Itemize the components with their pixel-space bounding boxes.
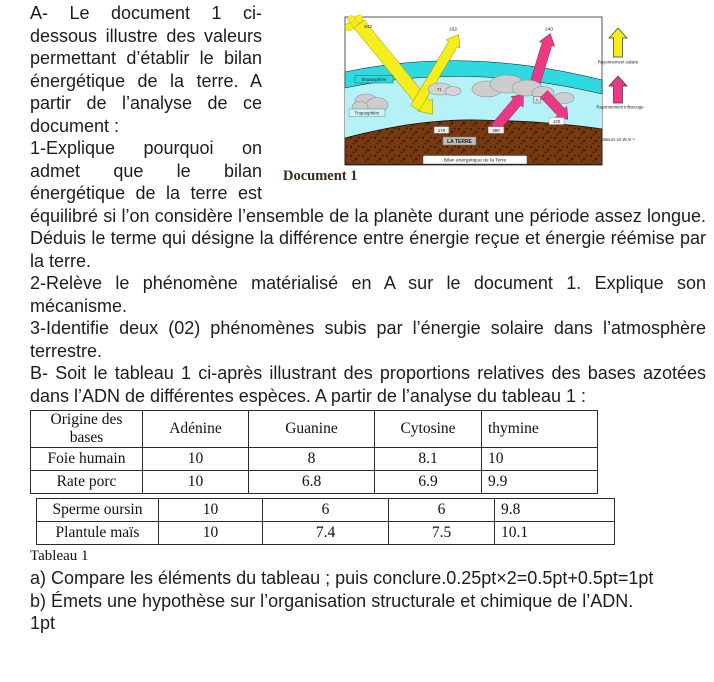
- legend-solar: [598, 28, 639, 65]
- question-1: 1-Explique pourquoi on admet que le bilan énergétique de la terre est équilibré si l’on considère l’ensemble de la planète durant une période assez longue. Déduis le terme qui désigne la différence entre énergie reçue et énergie réémise par la terre.: [30, 138, 706, 271]
- value-solar-reflected: 102: [449, 27, 458, 33]
- cell-cytosine: 8.1: [375, 448, 482, 471]
- cell-origin: Sperme oursin: [37, 499, 159, 522]
- svg-text:Rayonnement solaire: Rayonnement solaire: [597, 59, 639, 65]
- header-origin: Origine des bases: [31, 411, 143, 448]
- legend-infrared: [596, 76, 644, 110]
- table-row: [31, 448, 598, 471]
- diagram-caption: [423, 156, 527, 165]
- bases-table-top: [30, 410, 598, 494]
- point-a-label: [534, 97, 541, 104]
- energy-balance-diagram: [337, 10, 706, 167]
- header-cytosine: Cytosine: [375, 411, 482, 448]
- question-3: 3-Identifie deux (02) phénomènes subis par l’énergie solaire dans l’atmosphère terrestre.: [30, 318, 706, 361]
- cell-adenine: 10: [143, 471, 249, 494]
- question-b: b) Émets une hypothèse sur l’organisation structurale et chimique de l’ADN.: [30, 590, 634, 611]
- value-back-radiation: [549, 118, 564, 125]
- cell-thymine: 9.9: [482, 471, 598, 494]
- cell-adenine: 10: [159, 522, 263, 545]
- cell-guanine: 6.8: [249, 471, 375, 494]
- cell-guanine: 8: [249, 448, 375, 471]
- svg-text:390: 390: [492, 128, 500, 133]
- header-guanine: Guanine: [249, 411, 375, 448]
- table-row: [31, 471, 598, 494]
- cell-guanine: 7.4: [263, 522, 389, 545]
- value-surface-emitted: [488, 127, 504, 134]
- value-solar-incoming: 342: [364, 25, 373, 30]
- table-header-row: [31, 411, 598, 448]
- cloud-value: 71: [437, 87, 442, 92]
- stratosphere-label: [355, 76, 393, 84]
- document1-figure: [262, 2, 706, 198]
- cell-thymine: 9.8: [495, 499, 615, 522]
- bases-table-bottom: [36, 498, 615, 545]
- value-ir-to-space: 240: [545, 27, 554, 33]
- paragraph-intro-a: A- Le document 1 ci-dessous illustre des valeurs permettant d’établir le bilan énergétique de la terre. A partir de l’analyse de ce document :: [30, 3, 262, 136]
- cell-thymine: 10.1: [495, 522, 615, 545]
- cell-cytosine: 7.5: [389, 522, 495, 545]
- header-adenine: Adénine: [143, 411, 249, 448]
- cell-guanine: 6: [263, 499, 389, 522]
- question-b-points: 1pt: [30, 613, 56, 633]
- earth-label: [443, 137, 476, 145]
- document1-label: Document 1: [283, 168, 358, 184]
- svg-text:A: A: [535, 97, 539, 103]
- table-row: [37, 522, 615, 545]
- cell-origin: Rate porc: [31, 471, 143, 494]
- cell-thymine: 10: [482, 448, 598, 471]
- svg-text:Bilan énergétique de la Terre: Bilan énergétique de la Terre: [443, 158, 507, 164]
- paragraph-intro-b: B- Soit le tableau 1 ci-après illustrant des proportions relatives des bases azotées dans l’ADN de différentes espèces. A partir de l’analyse du tableau 1 :: [30, 363, 706, 406]
- cell-adenine: 10: [159, 499, 263, 522]
- cell-origin: Foie humain: [31, 448, 143, 471]
- cell-origin: Plantule maïs: [37, 522, 159, 545]
- cell-adenine: 10: [143, 448, 249, 471]
- table-row: [37, 499, 615, 522]
- legend-units: Valeurs en W.m⁻²: [601, 137, 635, 142]
- svg-text:170: 170: [437, 128, 446, 133]
- question-2: 2-Relève le phénomène matérialisé en A sur le document 1. Explique son mécanisme.: [30, 273, 706, 316]
- header-thymine: thymine: [482, 411, 598, 448]
- table-caption: Tableau 1: [30, 548, 89, 564]
- solar-legend-arrow-icon: [609, 28, 627, 57]
- troposphere-label: [349, 109, 385, 117]
- svg-text:Stratosphère: Stratosphère: [361, 77, 387, 82]
- cell-cytosine: 6.9: [375, 471, 482, 494]
- svg-text:Troposphère: Troposphère: [354, 110, 380, 116]
- question-a: a) Compare les éléments du tableau ; puis conclure.0.25pt×2=0.5pt+0.5pt=1pt: [30, 568, 654, 588]
- value-ground-absorbed: [434, 127, 449, 134]
- svg-text:120: 120: [552, 119, 561, 124]
- svg-text:LA TERRE: LA TERRE: [447, 139, 472, 146]
- infrared-legend-arrow-icon: [609, 76, 627, 103]
- cell-cytosine: 6: [389, 499, 495, 522]
- svg-text:Rayonnement infrarouge: Rayonnement infrarouge: [596, 104, 644, 110]
